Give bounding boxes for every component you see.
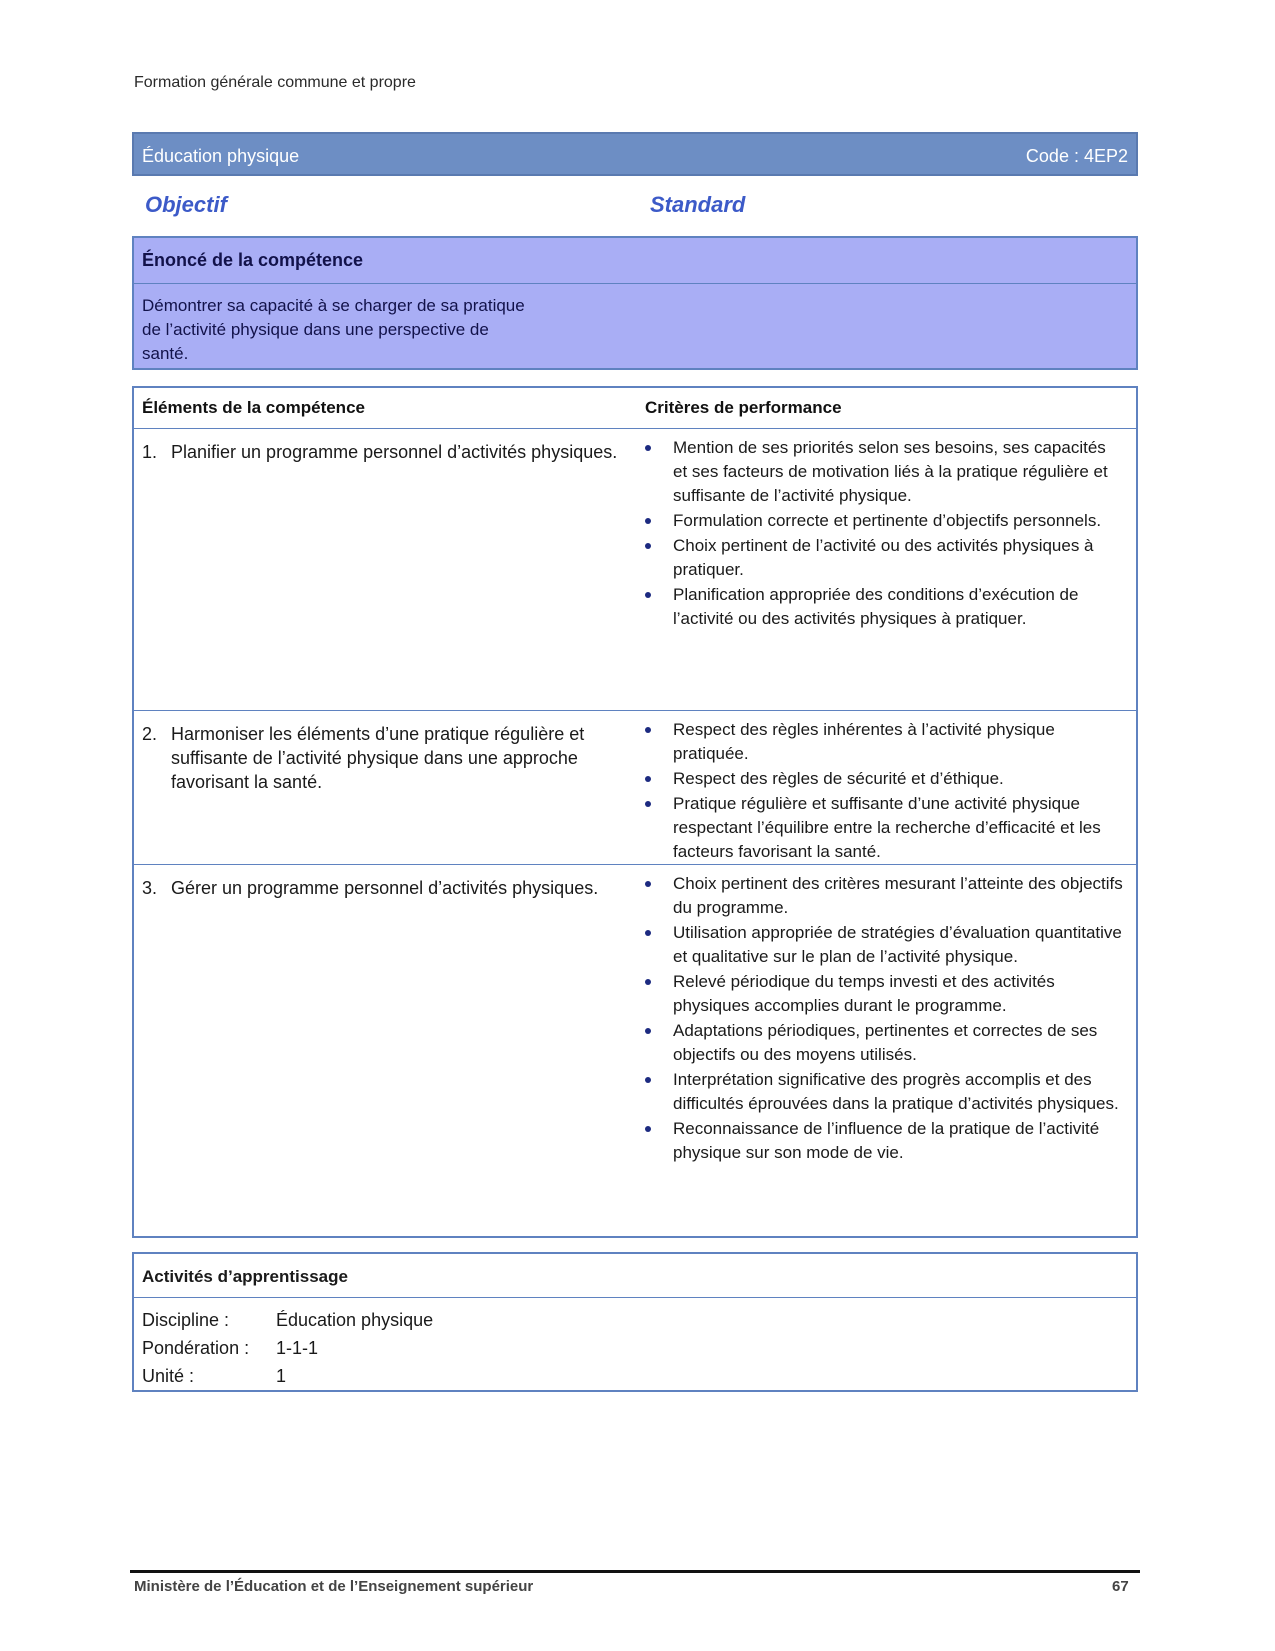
discipline-value: Éducation physique xyxy=(276,1310,434,1330)
competence-heading: Énoncé de la compétence xyxy=(134,238,1136,284)
bullet-icon xyxy=(645,1077,651,1083)
criterion-text: Respect des règles de sécurité et d’éthique. xyxy=(673,769,1004,788)
header-divider xyxy=(134,428,1136,429)
row-divider xyxy=(134,710,1136,711)
bullet-icon xyxy=(645,543,651,549)
criterion-text: Reconnaissance de l’influence de la pratique de l’activité physique sur son mode de vie. xyxy=(673,1119,1100,1162)
list-item xyxy=(643,970,1123,1018)
element-number: 1. xyxy=(142,442,158,462)
discipline-label: Discipline : xyxy=(142,1310,230,1330)
criterion-text: Formulation correcte et pertinente d’objectifs personnels. xyxy=(673,511,1102,530)
bullet-icon xyxy=(645,930,651,936)
learning-activities-box xyxy=(132,1252,1138,1392)
bullet-icon xyxy=(645,1126,651,1132)
criterion-text: Adaptations périodiques, pertinentes et correctes de ses objectifs ou des moyens utilisés. xyxy=(673,1021,1098,1064)
discipline-row xyxy=(142,1310,433,1331)
criterion-text: Interprétation significative des progrès accomplis et des difficultés éprouvées dans la pratique d’activités physiques. xyxy=(673,1070,1119,1113)
running-head: Formation générale commune et propre xyxy=(134,74,416,91)
bullet-icon xyxy=(645,592,651,598)
bullet-icon xyxy=(645,445,651,451)
list-item xyxy=(643,534,1123,582)
criterion-text: Pratique régulière et suffisante d’une activité physique respectant l’équilibre entre la recherche d’efficacité et les facteurs favorisant la santé. xyxy=(673,794,1101,861)
course-title: Éducation physique xyxy=(142,145,300,166)
unite-value: 1 xyxy=(276,1366,287,1386)
competence-statement-box xyxy=(132,236,1138,370)
criterion-text: Planification appropriée des conditions d’exécution de l’activité ou des activités physiques à pratiquer. xyxy=(673,585,1079,628)
list-item xyxy=(643,872,1123,920)
unite-row xyxy=(142,1366,286,1387)
ponderation-value: 1-1-1 xyxy=(276,1338,319,1358)
competence-statement xyxy=(142,294,612,366)
course-header-bar xyxy=(132,132,1138,176)
standard-label: Standard xyxy=(650,192,746,217)
list-item xyxy=(643,767,1123,791)
ponderation-label: Pondération : xyxy=(142,1338,250,1358)
element-cell xyxy=(142,876,622,900)
learning-heading: Activités d’apprentissage xyxy=(134,1254,1136,1298)
competence-line: de l’activité physique dans une perspective de xyxy=(142,320,489,339)
element-cell xyxy=(142,440,622,464)
bullet-icon xyxy=(645,1028,651,1034)
element-number: 3. xyxy=(142,878,158,898)
column-header-criteres: Critères de performance xyxy=(645,398,842,417)
elements-criteria-table xyxy=(132,386,1138,1238)
criterion-text: Choix pertinent de l’activité ou des activités physiques à pratiquer. xyxy=(673,536,1094,579)
criterion-text: Mention de ses priorités selon ses besoins, ses capacités et ses facteurs de motivation liés à la pratique régulière et suffisante de l’activité physique. xyxy=(673,438,1108,505)
list-item xyxy=(643,792,1123,864)
footer-divider xyxy=(130,1570,1140,1573)
bullet-icon xyxy=(645,979,651,985)
list-item xyxy=(643,921,1123,969)
criteria-list xyxy=(643,718,1123,865)
criterion-text: Respect des règles inhérentes à l’activité physique pratiquée. xyxy=(673,720,1055,763)
element-text: Gérer un programme personnel d’activités physiques. xyxy=(171,878,599,898)
bullet-icon xyxy=(645,518,651,524)
list-item xyxy=(643,583,1123,631)
objectif-label: Objectif xyxy=(145,192,227,217)
list-item xyxy=(643,509,1123,533)
competence-line: santé. xyxy=(142,344,189,363)
bullet-icon xyxy=(645,801,651,807)
column-header-elements: Éléments de la compétence xyxy=(142,398,365,417)
bullet-icon xyxy=(645,881,651,887)
competence-line: Démontrer sa capacité à se charger de sa pratique xyxy=(142,296,525,315)
footer-ministry: Ministère de l’Éducation et de l’Enseignement supérieur xyxy=(134,1578,534,1595)
element-text: Planifier un programme personnel d’activités physiques. xyxy=(171,442,618,462)
criterion-text: Relevé périodique du temps investi et des activités physiques accomplies durant le programme. xyxy=(673,972,1055,1015)
list-item xyxy=(643,1019,1123,1067)
course-code: Code : 4EP2 xyxy=(1025,145,1128,166)
element-cell xyxy=(142,722,622,794)
ponderation-row xyxy=(142,1338,318,1359)
list-item xyxy=(643,1117,1123,1165)
list-item xyxy=(643,436,1123,508)
row-divider xyxy=(134,864,1136,865)
element-text: Harmoniser les éléments d’une pratique régulière et suffisante de l’activité physique dans une approche favorisant la santé. xyxy=(171,724,585,792)
bullet-icon xyxy=(645,727,651,733)
criterion-text: Choix pertinent des critères mesurant l’atteinte des objectifs du programme. xyxy=(673,874,1123,917)
element-number: 2. xyxy=(142,724,158,744)
criteria-list xyxy=(643,872,1123,1166)
unite-label: Unité : xyxy=(142,1366,195,1386)
criteria-list xyxy=(643,436,1123,632)
list-item xyxy=(643,718,1123,766)
list-item xyxy=(643,1068,1123,1116)
bullet-icon xyxy=(645,776,651,782)
criterion-text: Utilisation appropriée de stratégies d’évaluation quantitative et qualitative sur le plan de l’activité physique. xyxy=(673,923,1122,966)
objective-standard-row xyxy=(145,192,1145,218)
page-number: 67 xyxy=(1112,1578,1129,1595)
